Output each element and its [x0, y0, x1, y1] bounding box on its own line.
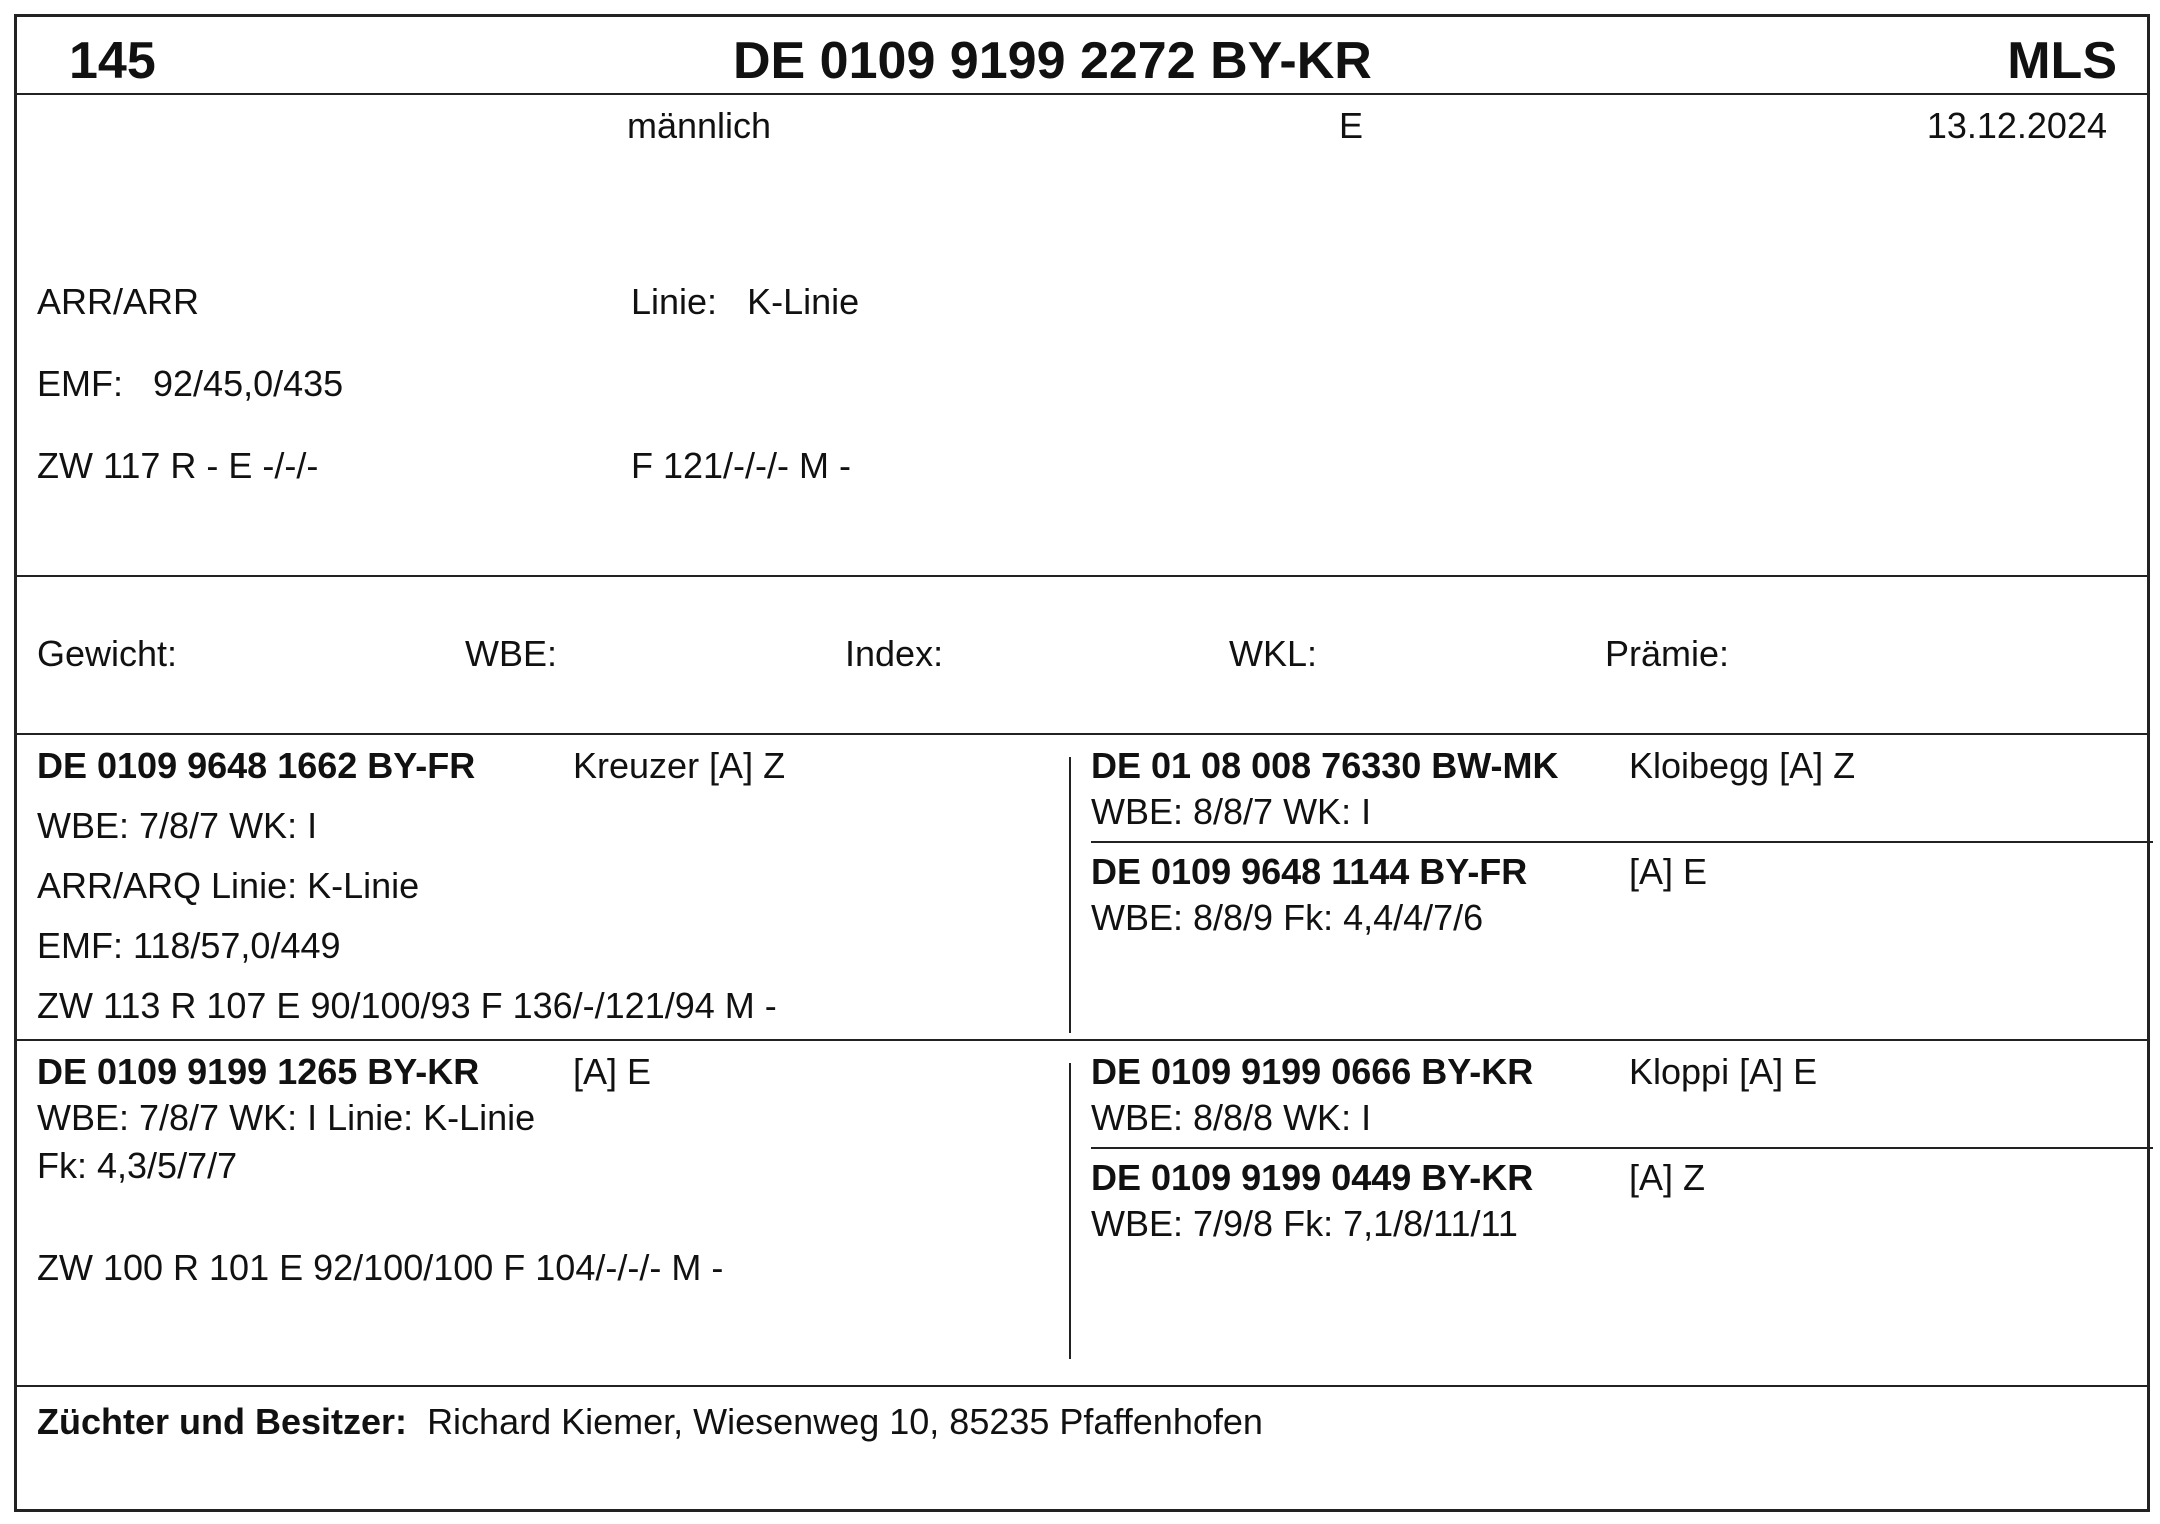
animal-date: 13.12.2024 [1926, 105, 2107, 146]
catalog-number: 145 [69, 32, 156, 90]
evaluation-divider [17, 733, 2147, 735]
sire-grandparents-divider [1091, 841, 2153, 843]
dam-sire-wbe: WBE: 8/8/8 WK: I [1091, 1097, 1372, 1138]
animal-genotype: ARR/ARR [37, 281, 200, 322]
dam-zw: ZW 100 R 101 E 92/100/100 F 104/-/-/- M - [37, 1247, 724, 1288]
animal-id: DE 0109 9199 2272 BY-KR [733, 32, 1372, 90]
dam-sire-id: DE 0109 9199 0666 BY-KR [1091, 1051, 1534, 1092]
wkl-label: WKL: [1229, 633, 1318, 674]
emf-label: EMF: [37, 363, 123, 404]
weight-label: Gewicht: [37, 633, 178, 674]
emf-value: 92/45,0/435 [153, 363, 344, 404]
sire-id: DE 0109 9648 1662 BY-FR [37, 745, 476, 786]
premium-label: Prämie: [1605, 633, 1730, 674]
animal-zw: ZW 117 R - E -/-/- [37, 445, 319, 486]
animal-line [631, 281, 859, 323]
dam-fk: Fk: 4,3/5/7/7 [37, 1145, 238, 1186]
dam-column-divider [1069, 1063, 1071, 1359]
sire-sire-name-grade: Kloibegg [A] Z [1629, 745, 1856, 786]
line-value: K-Linie [747, 281, 860, 322]
dam-name-grade: [A] E [573, 1051, 652, 1092]
sire-wbe: WBE: 7/8/7 WK: I [37, 805, 318, 846]
info-divider [17, 575, 2147, 577]
sire-genotype-line: ARR/ARQ Linie: K-Linie [37, 865, 420, 906]
breeder-label: Züchter und Besitzer: [37, 1401, 408, 1442]
footer-divider [17, 1385, 2147, 1387]
header-divider [17, 93, 2147, 95]
dam-dam-id: DE 0109 9199 0449 BY-KR [1091, 1157, 1534, 1198]
sire-dam-wbe: WBE: 8/8/9 Fk: 4,4/4/7/6 [1091, 897, 1484, 938]
animal-grade: E [1339, 105, 1364, 146]
animal-emf [37, 363, 343, 405]
animal-f: F 121/-/-/- M - [631, 445, 852, 486]
sire-dam-name-grade: [A] E [1629, 851, 1708, 892]
sire-emf: EMF: 118/57,0/449 [37, 925, 341, 966]
sire-dam-id: DE 0109 9648 1144 BY-FR [1091, 851, 1528, 892]
sire-sire-wbe: WBE: 8/8/7 WK: I [1091, 791, 1372, 832]
sire-zw: ZW 113 R 107 E 90/100/93 F 136/-/121/94 M - [37, 985, 777, 1026]
dam-dam-wbe: WBE: 7/9/8 Fk: 7,1/8/11/11 [1091, 1203, 1518, 1244]
breeder-owner [37, 1401, 1263, 1443]
line-label: Linie: [631, 281, 718, 322]
dam-sire-name-grade: Kloppi [A] E [1629, 1051, 1818, 1092]
dam-wbe: WBE: 7/8/7 WK: I Linie: K-Linie [37, 1097, 536, 1138]
sire-dam-divider [17, 1039, 2147, 1041]
catalog-card [14, 14, 2150, 1512]
sire-name-grade: Kreuzer [A] Z [573, 745, 786, 786]
dam-grandparents-divider [1091, 1147, 2153, 1149]
sire-sire-id: DE 01 08 008 76330 BW-MK [1091, 745, 1559, 786]
wbe-label: WBE: [465, 633, 558, 674]
animal-sex: männlich [627, 105, 772, 146]
index-label: Index: [845, 633, 944, 674]
breeder-value: Richard Kiemer, Wiesenweg 10, 85235 Pfaffenhofen [427, 1401, 1263, 1442]
sire-column-divider [1069, 757, 1071, 1033]
dam-id: DE 0109 9199 1265 BY-KR [37, 1051, 480, 1092]
dam-dam-name-grade: [A] Z [1629, 1157, 1706, 1198]
breed-code: MLS [2007, 32, 2117, 90]
